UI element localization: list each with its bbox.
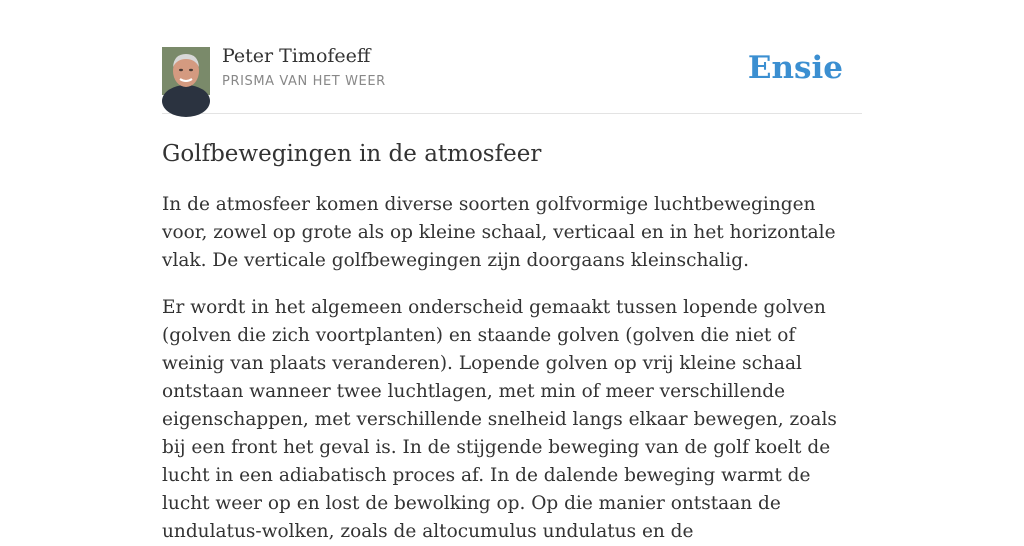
article-title: Golfbewegingen in de atmosfeer: [162, 141, 542, 167]
avatar-portrait-icon: [162, 47, 210, 95]
article-paragraph-1: In de atmosfeer komen diverse soorten golfvormige luchtbewegingen voor, zowel op grote als op kleine schaal, verticaal en in het horizontale vlak. De verticale golfbewegingen zijn doorgaans kleinschalig.: [162, 194, 836, 271]
blog-name[interactable]: PRISMA VAN HET WEER: [222, 74, 386, 89]
article-paragraph-2: Er wordt in het algemeen onderscheid gemaakt tussen lopende golven (golven die zich voortplanten) en staande golven (golven die niet of weinig van plaats veranderen). Lopende golven op vrij kleine schaal ontstaan wanneer twee luchtlagen, met min of meer verschillende eigenschappen, met verschillende snelheid langs elkaar bewegen, zoals bij een front het geval is. In de stijgende beweging van de golf koelt de lucht in een adiabatisch proces af. In de dalende beweging warmt de lucht weer op en lost de bewolking op. Op die manier ontstaan de undulatus-wolken, zoals de altocumulus undulatus en de: [162, 297, 837, 542]
author-name[interactable]: Peter Timofeeff: [222, 45, 371, 67]
author-avatar[interactable]: [162, 47, 210, 95]
header: [162, 0, 862, 114]
content-container: [162, 0, 862, 546]
ensie-logo[interactable]: Ensie: [747, 50, 843, 86]
